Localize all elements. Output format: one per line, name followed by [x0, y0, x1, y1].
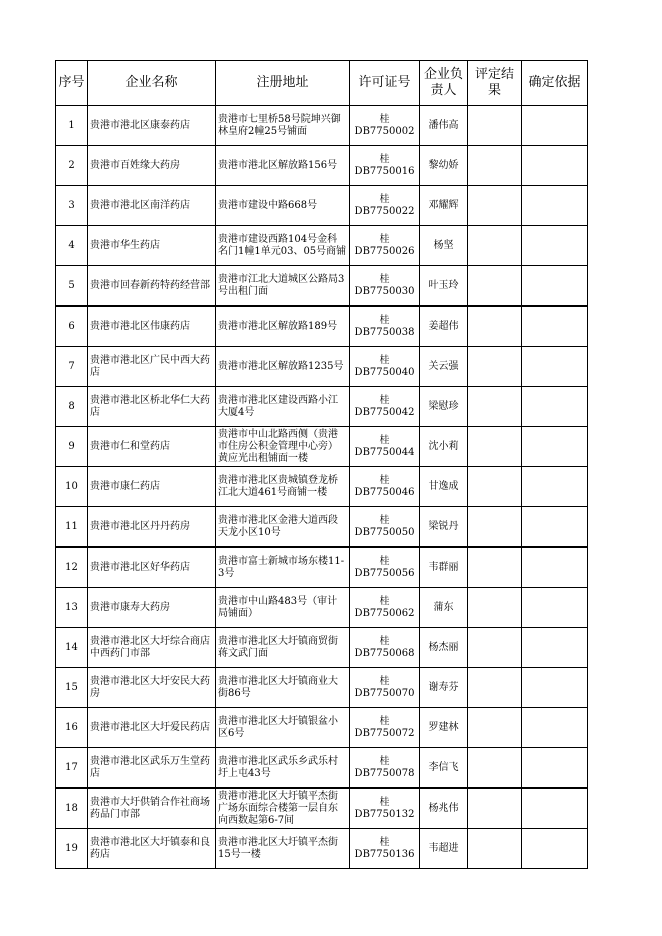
table-row — [56, 588, 588, 628]
row-no: 1 — [56, 106, 88, 146]
row-address: 贵港市港北区大圩镇平杰街广场东面综合楼第一层自东向西数起第6-7间 — [216, 788, 350, 829]
row-address: 贵港市建设中路668号 — [216, 186, 350, 226]
row-no: 2 — [56, 146, 88, 186]
table-row — [56, 829, 588, 869]
row-license: 桂DB7750046 — [350, 467, 420, 507]
table-row — [56, 186, 588, 226]
row-result — [468, 186, 522, 226]
row-no: 5 — [56, 266, 88, 307]
row-basis — [522, 106, 588, 146]
row-name: 贵港市仁和堂药店 — [88, 427, 216, 467]
row-name: 贵港市港北区丹丹药房 — [88, 507, 216, 548]
header-basis: 确定依据 — [522, 61, 588, 106]
header-result: 评定结果 — [468, 61, 522, 106]
row-license: 桂DB7750038 — [350, 306, 420, 347]
row-name: 贵港市港北区好华药店 — [88, 547, 216, 588]
row-address: 贵港市港北区解放路189号 — [216, 306, 350, 347]
row-name: 贵港市大圩供销合作社商场药品门市部 — [88, 788, 216, 829]
row-result — [468, 708, 522, 748]
row-no: 9 — [56, 427, 88, 467]
row-name: 贵港市港北区大圩综合商店中西药门市部 — [88, 628, 216, 668]
row-no: 19 — [56, 829, 88, 869]
table-row — [56, 748, 588, 789]
row-basis — [522, 266, 588, 307]
row-basis — [522, 226, 588, 266]
row-address: 贵港市建设西路104号金科名门1幢1单元03、05号商铺 — [216, 226, 350, 266]
row-name: 贵港市港北区大圩安民大药房 — [88, 668, 216, 708]
row-address: 贵港市港北区解放路156号 — [216, 146, 350, 186]
table-row — [56, 266, 588, 307]
row-rep: 谢寿芬 — [420, 668, 468, 708]
row-name: 贵港市康寿大药房 — [88, 588, 216, 628]
row-name: 贵港市港北区大圩爱民药店 — [88, 708, 216, 748]
row-result — [468, 306, 522, 347]
row-license: 桂DB7750062 — [350, 588, 420, 628]
row-rep: 沈小莉 — [420, 427, 468, 467]
row-name: 贵港市港北区伟康药店 — [88, 306, 216, 347]
row-rep: 韦群丽 — [420, 547, 468, 588]
row-no: 11 — [56, 507, 88, 548]
row-name: 贵港市港北区桥北华仁大药店 — [88, 387, 216, 427]
row-name: 贵港市华生药店 — [88, 226, 216, 266]
row-result — [468, 547, 522, 588]
row-basis — [522, 708, 588, 748]
row-license: 桂DB7750056 — [350, 547, 420, 588]
table-row — [56, 507, 588, 548]
table-row — [56, 306, 588, 347]
row-license: 桂DB7750002 — [350, 106, 420, 146]
row-result — [468, 427, 522, 467]
row-name: 贵港市港北区南洋药店 — [88, 186, 216, 226]
row-result — [468, 829, 522, 869]
header-license: 许可证号 — [350, 61, 420, 106]
row-rep: 蒲东 — [420, 588, 468, 628]
row-address: 贵港市江北大道城区公路局3号出租门面 — [216, 266, 350, 307]
row-license: 桂DB7750022 — [350, 186, 420, 226]
row-address: 贵港市港北区大圩镇商业大街86号 — [216, 668, 350, 708]
row-license: 桂DB7750132 — [350, 788, 420, 829]
row-address: 贵港市港北区解放路1235号 — [216, 347, 350, 387]
row-result — [468, 748, 522, 789]
row-license: 桂DB7750030 — [350, 266, 420, 307]
table-row — [56, 708, 588, 748]
row-license: 桂DB7750072 — [350, 708, 420, 748]
table-row — [56, 146, 588, 186]
row-rep: 梁锐丹 — [420, 507, 468, 548]
table-header-row — [56, 61, 588, 106]
row-license: 桂DB7750068 — [350, 628, 420, 668]
row-address: 贵港市中山路483号（审计局铺面） — [216, 588, 350, 628]
row-result — [468, 387, 522, 427]
row-rep: 关云强 — [420, 347, 468, 387]
row-no: 6 — [56, 306, 88, 347]
header-no: 序号 — [56, 61, 88, 106]
row-rep: 杨杰丽 — [420, 628, 468, 668]
table-row — [56, 788, 588, 829]
row-no: 18 — [56, 788, 88, 829]
row-rep: 黎幼娇 — [420, 146, 468, 186]
row-license: 桂DB7750136 — [350, 829, 420, 869]
row-name: 贵港市康仁药店 — [88, 467, 216, 507]
row-rep: 梁慰珍 — [420, 387, 468, 427]
row-basis — [522, 467, 588, 507]
row-address: 贵港市港北区大圩镇平杰街15号一楼 — [216, 829, 350, 869]
table-body — [56, 106, 588, 869]
row-result — [468, 628, 522, 668]
row-result — [468, 467, 522, 507]
row-basis — [522, 588, 588, 628]
row-no: 8 — [56, 387, 88, 427]
row-no: 4 — [56, 226, 88, 266]
row-name: 贵港市港北区康泰药店 — [88, 106, 216, 146]
header-name: 企业名称 — [88, 61, 216, 106]
header-address: 注册地址 — [216, 61, 350, 106]
row-address: 贵港市港北区武乐乡武乐村圩上屯43号 — [216, 748, 350, 789]
table-row — [56, 668, 588, 708]
row-rep: 邓耀辉 — [420, 186, 468, 226]
row-license: 桂DB7750026 — [350, 226, 420, 266]
row-address: 贵港市港北区建设西路小江大厦4号 — [216, 387, 350, 427]
table-row — [56, 106, 588, 146]
table-row — [56, 427, 588, 467]
row-basis — [522, 306, 588, 347]
header-rep: 企业负责人 — [420, 61, 468, 106]
row-basis — [522, 788, 588, 829]
row-no: 15 — [56, 668, 88, 708]
enterprise-table — [55, 60, 588, 869]
row-license: 桂DB7750040 — [350, 347, 420, 387]
row-basis — [522, 547, 588, 588]
row-no: 17 — [56, 748, 88, 789]
row-name: 贵港市百姓缘大药房 — [88, 146, 216, 186]
row-address: 贵港市港北区贵城镇登龙桥江北大道461号商铺一楼 — [216, 467, 350, 507]
row-result — [468, 668, 522, 708]
row-rep: 叶玉玲 — [420, 266, 468, 307]
row-no: 7 — [56, 347, 88, 387]
row-no: 10 — [56, 467, 88, 507]
row-result — [468, 226, 522, 266]
row-address: 贵港市七里桥58号院坤兴御林皇府2幢25号铺面 — [216, 106, 350, 146]
row-license: 桂DB7750044 — [350, 427, 420, 467]
row-address: 贵港市港北区金港大道西段天龙小区10号 — [216, 507, 350, 548]
table-row — [56, 467, 588, 507]
row-license: 桂DB7750078 — [350, 748, 420, 789]
table-row — [56, 387, 588, 427]
row-basis — [522, 829, 588, 869]
row-result — [468, 347, 522, 387]
row-basis — [522, 427, 588, 467]
table-row — [56, 226, 588, 266]
row-name: 贵港市港北区广民中西大药店 — [88, 347, 216, 387]
row-result — [468, 146, 522, 186]
row-rep: 罗建林 — [420, 708, 468, 748]
table-row — [56, 628, 588, 668]
row-result — [468, 788, 522, 829]
row-no: 14 — [56, 628, 88, 668]
row-address: 贵港市中山北路西侧（贵港市住房公积金管理中心旁）黄应光出租铺面一楼 — [216, 427, 350, 467]
row-rep: 李信飞 — [420, 748, 468, 789]
row-rep: 杨兆伟 — [420, 788, 468, 829]
row-basis — [522, 748, 588, 789]
row-address: 贵港市富士新城市场东楼11-3号 — [216, 547, 350, 588]
row-name: 贵港市回春新药特药经营部 — [88, 266, 216, 307]
row-name: 贵港市港北区大圩镇泰和良药店 — [88, 829, 216, 869]
row-basis — [522, 628, 588, 668]
table-row — [56, 347, 588, 387]
row-license: 桂DB7750016 — [350, 146, 420, 186]
row-license: 桂DB7750050 — [350, 507, 420, 548]
row-result — [468, 266, 522, 307]
row-no: 13 — [56, 588, 88, 628]
row-basis — [522, 146, 588, 186]
row-name: 贵港市港北区武乐万生堂药店 — [88, 748, 216, 789]
row-no: 12 — [56, 547, 88, 588]
row-license: 桂DB7750042 — [350, 387, 420, 427]
row-no: 16 — [56, 708, 88, 748]
row-basis — [522, 668, 588, 708]
row-license: 桂DB7750070 — [350, 668, 420, 708]
row-result — [468, 507, 522, 548]
row-no: 3 — [56, 186, 88, 226]
row-basis — [522, 387, 588, 427]
row-address: 贵港市港北区大圩镇银盆小区6号 — [216, 708, 350, 748]
table-row — [56, 547, 588, 588]
row-rep: 韦超进 — [420, 829, 468, 869]
row-rep: 杨坚 — [420, 226, 468, 266]
row-result — [468, 106, 522, 146]
row-rep: 潘伟高 — [420, 106, 468, 146]
row-rep: 姜超伟 — [420, 306, 468, 347]
row-basis — [522, 507, 588, 548]
row-basis — [522, 347, 588, 387]
row-result — [468, 588, 522, 628]
row-rep: 甘逸成 — [420, 467, 468, 507]
row-address: 贵港市港北区大圩镇商贸街蒋文武门面 — [216, 628, 350, 668]
row-basis — [522, 186, 588, 226]
